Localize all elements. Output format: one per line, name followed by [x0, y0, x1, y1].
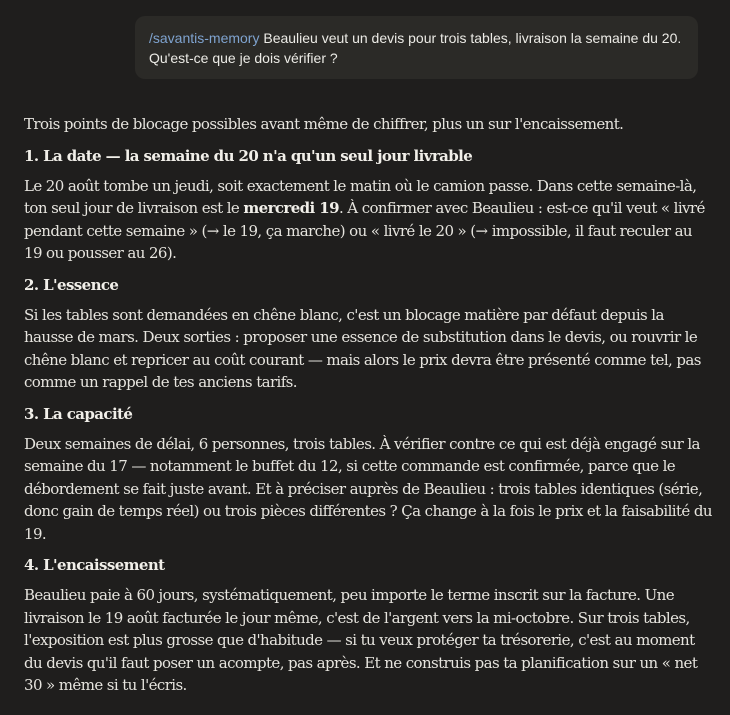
section-heading-date: 1. La date — la semaine du 20 n'a qu'un seul jour livrable: [24, 146, 473, 165]
slash-command[interactable]: /savantis-memory: [149, 30, 260, 46]
paragraph-text: Le 20 août tombe un jeudi, soit exactement le matin où le camion passe. Dans cette semaine-là, ton seul jour de livraison est le: [24, 176, 697, 217]
section-heading-essence: 2. L'essence: [24, 275, 119, 294]
section-paragraph-encaissement: Beaulieu paie à 60 jours, systématiquement, peu importe le terme inscrit sur la facture. Une livraison le 19 août facturée le jour même, c'est de l'argent vers la mi-octobre. Sur trois tables, l'exposition est plus grosse que d'habitude — si tu veux protéger ta trésorerie, c'est au moment du devis qu'il faut poser un acompte, pas après. Et ne construis pas ta planification sur un « net 30 » même si tu l'écris.: [24, 586, 698, 694]
response-intro: Trois points de blocage possibles avant même de chiffrer, plus un sur l'encaissement.: [24, 115, 624, 133]
user-message-text: Beaulieu veut un devis pour trois tables, livraison la semaine du 20. Qu'est-ce que je dois vérifier ?: [149, 30, 682, 66]
section-paragraph-essence: Si les tables sont demandées en chêne blanc, c'est un blocage matière par défaut depuis la hausse de mars. Deux sorties : proposer une essence de substitution dans le devis, ou rouvrir le chêne blanc et repricer au coût courant — mais alors le prix devra être présenté comme tel, pas comme un rappel de tes anciens tarifs.: [24, 305, 701, 391]
paragraph-text: . À confirmer avec Beaulieu : est-ce qu'il veut « livré pendant cette semaine » (→ le 19, ça marche) ou « livré le 20 » (→ impossible, il faut reculer au 19 ou pousser au 26).: [24, 199, 705, 262]
section-paragraph-capacite: Deux semaines de délai, 6 personnes, trois tables. À vérifier contre ce qui est déjà engagé sur la semaine du 17 — notamment le buffet du 12, si cette commande est confirmée, parce que le débordement se fait juste avant. Et à préciser auprès de Beaulieu : trois tables identiques (série, donc gain de temps réel) ou trois pièces différentes ? Ça change à la fois le prix et la faisabilité du 19.: [24, 434, 712, 543]
section-heading-encaissement: 4. L'encaissement: [24, 556, 165, 574]
section-paragraph-date: [24, 175, 714, 265]
section-heading-capacite: 3. La capacité: [24, 404, 133, 423]
emphasis-date: mercredi 19: [243, 199, 339, 217]
user-message-bubble: [135, 16, 698, 79]
assistant-response: [24, 113, 714, 706]
